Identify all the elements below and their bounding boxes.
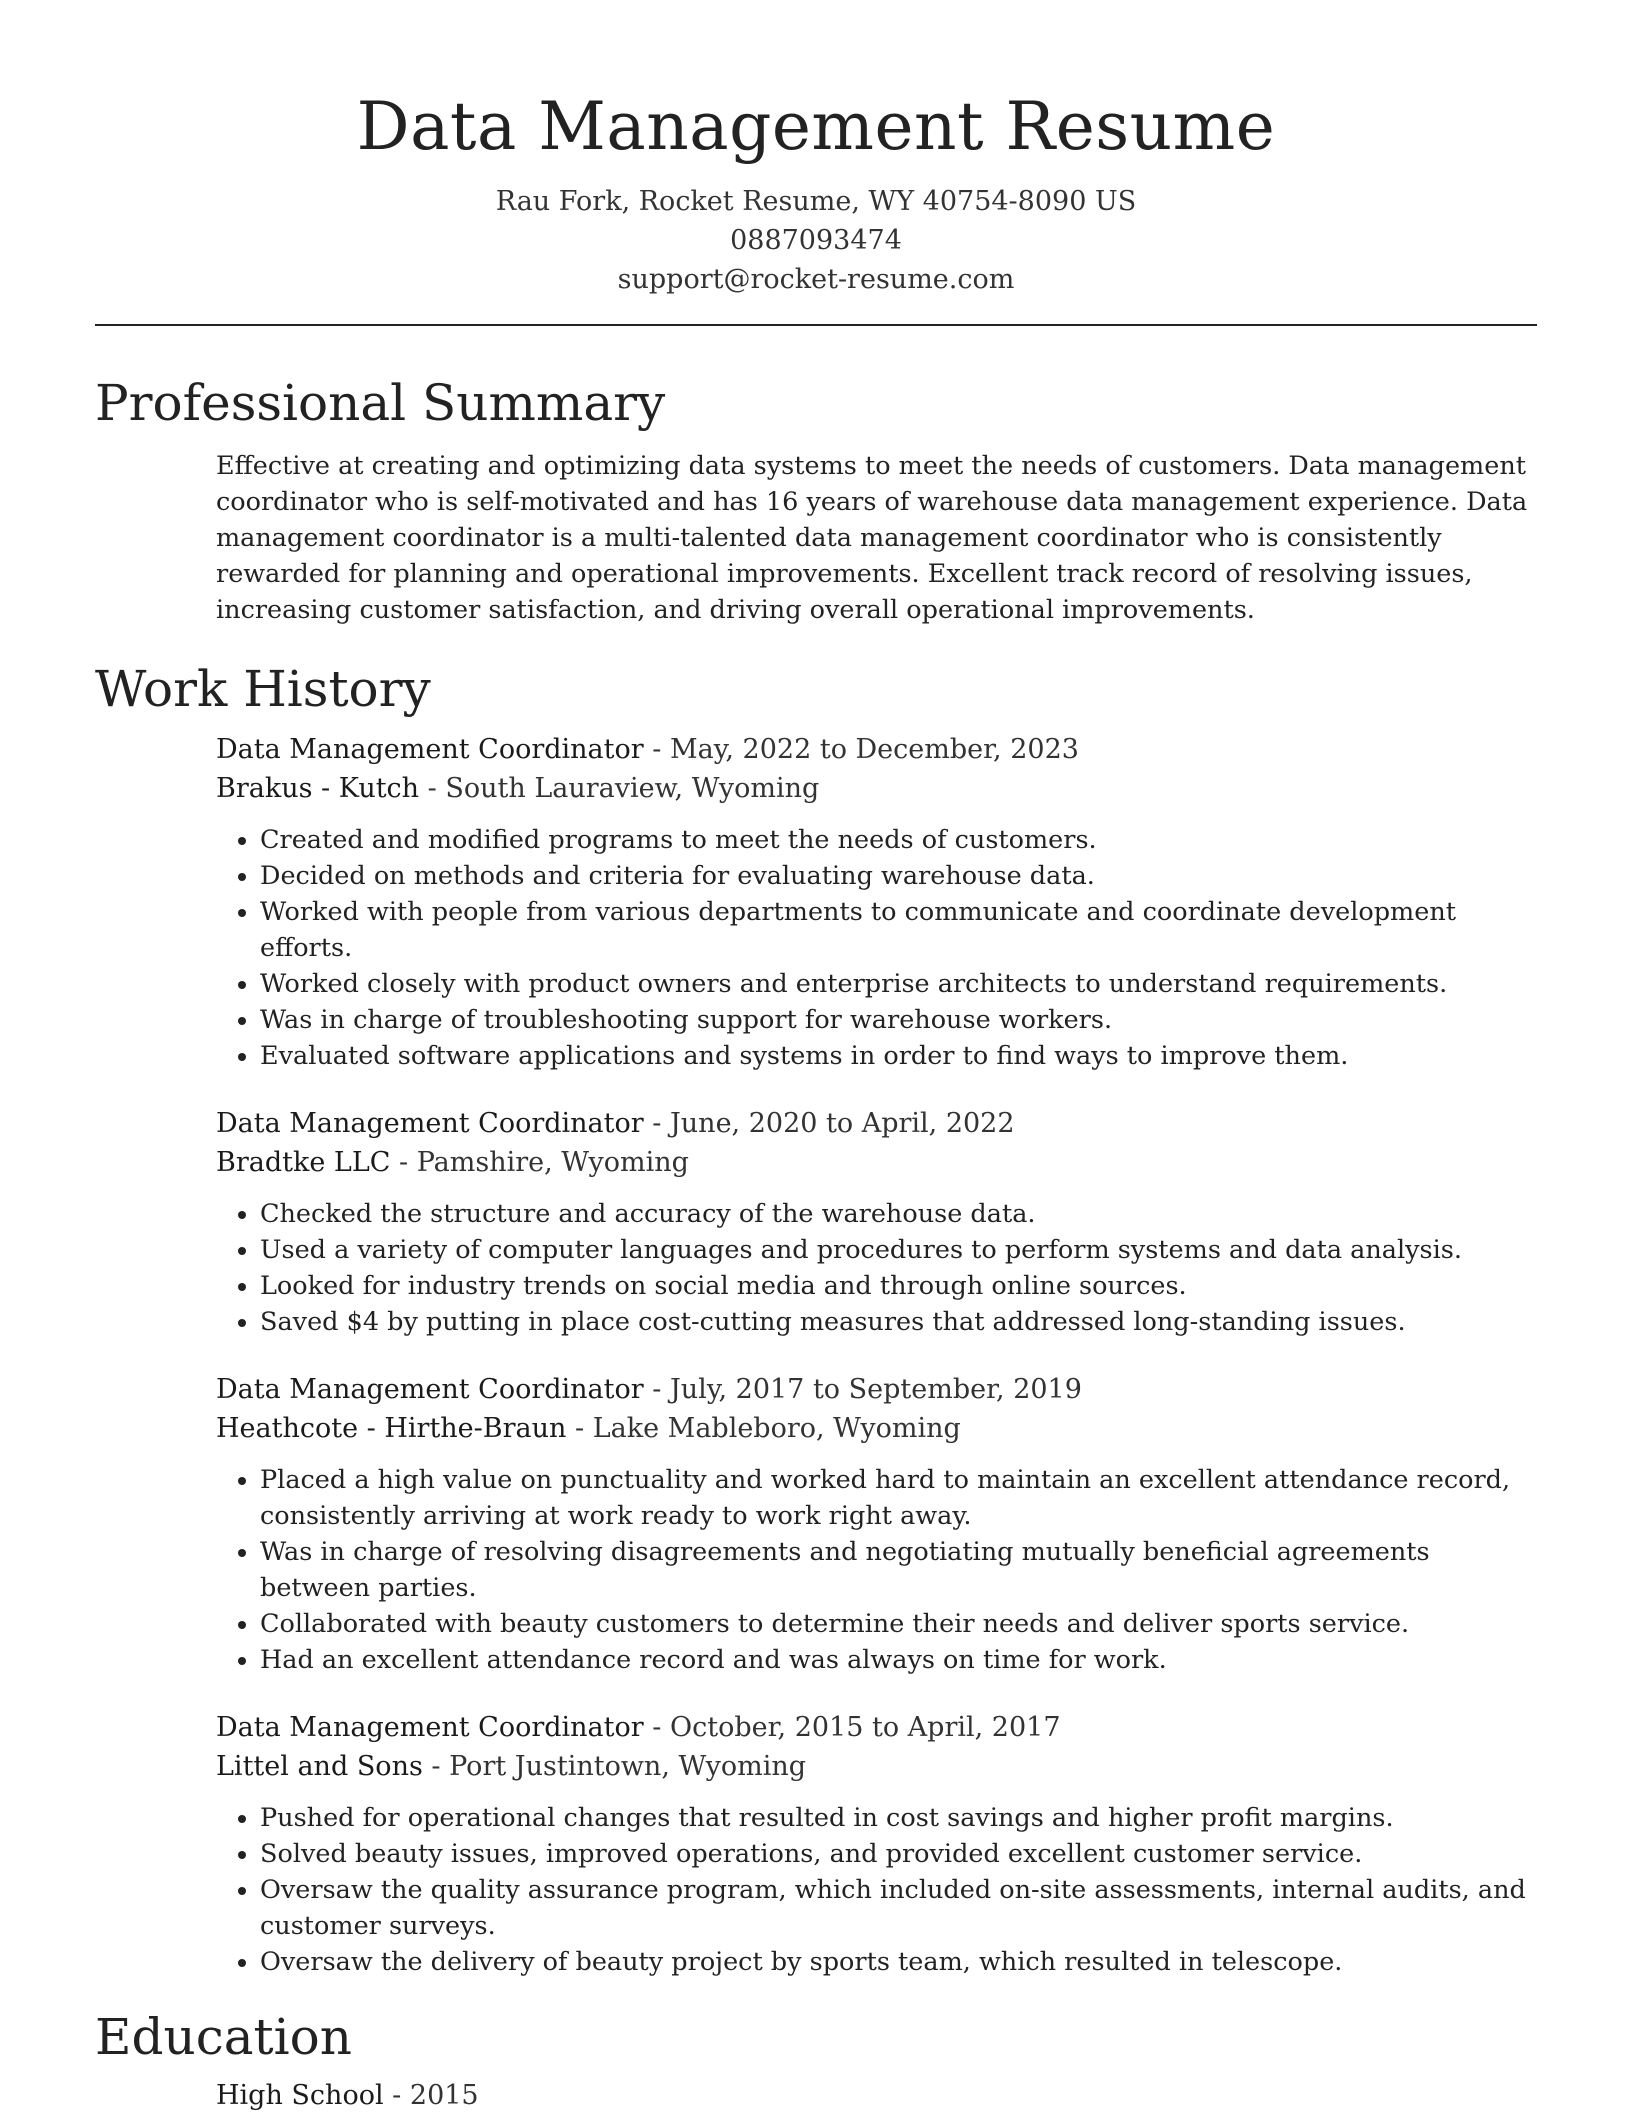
bullet-item: • Checked the structure and accuracy of the warehouse data. [260,1196,1537,1232]
job-location: Lake Mableboro, Wyoming [592,1413,961,1444]
bullet-item: • Was in charge of troubleshooting support for warehouse workers. [260,1002,1537,1038]
separator: - [383,2080,410,2111]
bullet-item: • Oversaw the delivery of beauty project by sports team, which resulted in telescope. [260,1944,1537,1980]
work-history-heading: Work History [95,660,431,718]
separator: - [422,1751,450,1782]
summary-text: Effective at creating and optimizing data systems to meet the needs of customers. Data management coordinator who is self-motivated and has 16 years of warehouse data management experience. Data management coordinator is a multi-talented data management coordinator who is consistently rewarded for planning and operational improvements. Excellent track record of resolving issues, increasing customer satisfaction, and driving overall operational improvements. [216,451,1528,625]
education-entry [216,2076,1537,2115]
contact-address: Rau Fork, Rocket Resume, WY 40754-8090 US [495,186,1137,217]
contact-phone: 0887093474 [730,225,902,256]
bullet-item: • Looked for industry trends on social media and through online sources. [260,1268,1537,1304]
resume-title: Data Management Resume [356,88,1276,165]
bullet-item: • Created and modified programs to meet the needs of customers. [260,822,1537,858]
job-dates: July, 2017 to September, 2019 [669,1374,1082,1405]
job-title-line [216,1708,1537,1747]
job-company: Bradtke LLC [216,1147,391,1178]
job-title-line [216,730,1537,769]
job-entry [216,730,1537,1074]
bullet-item: • Collaborated with beauty customers to determine their needs and deliver sports service. [260,1606,1537,1642]
bullet-item: • Evaluated software applications and systems in order to find ways to improve them. [260,1038,1537,1074]
job-role: Data Management Coordinator [216,1108,644,1139]
job-dates: May, 2022 to December, 2023 [669,734,1079,765]
job-company-line [216,1747,1537,1786]
job-dates: June, 2020 to April, 2022 [669,1108,1015,1139]
job-bullets [216,1196,1537,1340]
bullet-item: • Worked with people from various departments to communicate and coordinate development efforts. [260,894,1537,966]
header-divider [95,324,1537,326]
education-degree: High School [216,2080,384,2111]
job-title-line [216,1370,1537,1409]
resume-header [95,0,1537,299]
separator: - [643,734,670,765]
job-entry [216,1104,1537,1340]
education-heading: Education [95,2008,352,2066]
education-year: 2015 [409,2080,479,2111]
job-company: Brakus - Kutch [216,773,420,804]
job-location: Port Justintown, Wyoming [449,1751,807,1782]
bullet-item: • Decided on methods and criteria for evaluating warehouse data. [260,858,1537,894]
job-location: Pamshire, Wyoming [416,1147,689,1178]
bullet-item: • Oversaw the quality assurance program, which included on-site assessments, internal audits, and customer surveys. [260,1872,1537,1944]
separator: - [390,1147,417,1178]
job-location: South Lauraview, Wyoming [445,773,820,804]
job-company: Littel and Sons [216,1751,423,1782]
job-bullets [216,822,1537,1074]
contact-info [95,182,1537,299]
bullet-item: • Had an excellent attendance record and was always on time for work. [260,1642,1537,1678]
education-list [95,2076,1537,2115]
job-company-line [216,1409,1537,1448]
work-history-list [95,730,1537,1980]
job-role: Data Management Coordinator [216,1374,644,1405]
separator: - [643,1108,670,1139]
job-bullets [216,1800,1537,1980]
bullet-item: • Worked closely with product owners and enterprise architects to understand requirements. [260,966,1537,1002]
summary-heading: Professional Summary [95,374,666,432]
bullet-item: • Was in charge of resolving disagreements and negotiating mutually beneficial agreements between parties. [260,1534,1537,1606]
resume-page [95,0,1537,2115]
job-dates: October, 2015 to April, 2017 [669,1712,1061,1743]
job-company: Heathcote - Hirthe-Braun [216,1413,567,1444]
separator: - [566,1413,593,1444]
bullet-item: • Used a variety of computer languages and procedures to perform systems and data analysis. [260,1232,1537,1268]
bullet-item: • Solved beauty issues, improved operations, and provided excellent customer service. [260,1836,1537,1872]
job-role: Data Management Coordinator [216,1712,644,1743]
job-bullets [216,1462,1537,1678]
separator: - [419,773,446,804]
contact-email[interactable]: support@rocket-resume.com [617,264,1015,295]
job-company-line [216,1143,1537,1182]
bullet-item: • Pushed for operational changes that resulted in cost savings and higher profit margins. [260,1800,1537,1836]
bullet-item: • Saved $4 by putting in place cost-cutting measures that addressed long-standing issues. [260,1304,1537,1340]
job-company-line [216,769,1537,808]
job-entry [216,1370,1537,1678]
separator: - [643,1374,670,1405]
bullet-item: • Placed a high value on punctuality and worked hard to maintain an excellent attendance record, consistently arriving at work ready to work right away. [260,1462,1537,1534]
job-title-line [216,1104,1537,1143]
job-role: Data Management Coordinator [216,734,644,765]
job-entry [216,1708,1537,1980]
separator: - [643,1712,670,1743]
